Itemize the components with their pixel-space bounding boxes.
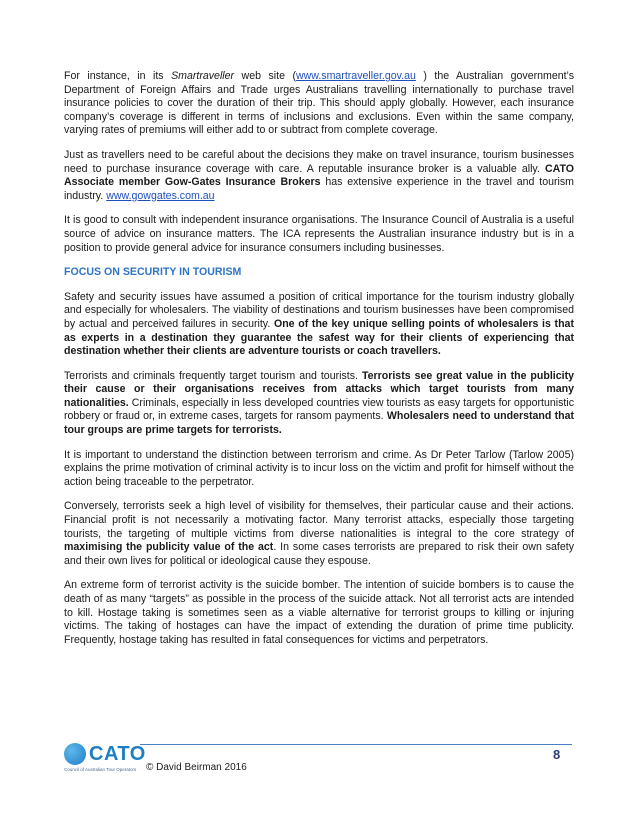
page-body — [64, 70, 574, 658]
bold-text: One of the key unique selling points of wholesalers is that as experts in a destination they guarantee the safest way for their clients of experiencing that destination whether their clients are adventure tourists or coach travellers. — [64, 317, 574, 358]
section-heading: FOCUS ON SECURITY IN TOURISM — [64, 266, 242, 279]
bold-text: Wholesalers need to understand that tour groups are prime targets for terrorists. — [64, 410, 574, 437]
paragraph-insurance-broker — [64, 149, 574, 203]
cato-logo — [64, 742, 146, 776]
paragraph-visibility — [64, 500, 574, 568]
bold-text: Terrorists see great value in the publicity their cause or their organisations receives from attacks which target tourists from many nationalities. — [64, 369, 574, 409]
paragraph-insurance-council: It is good to consult with independent insurance organisations. The Insurance Council of Australia is a useful source of advice on insurance matters. The ICA represents the Australian insurance industry but is in a position to provide general advice for insurance consumers including businesses. — [64, 214, 574, 254]
footer-divider — [140, 744, 572, 745]
text: has extensive experience in the travel and tourism industry. — [64, 176, 574, 202]
page-number: 8 — [553, 747, 561, 762]
paragraph-safety-security — [64, 291, 574, 359]
text: ) the Australian government’s Department of Foreign Affairs and Trade urges Australians travelling internationally to purchase travel insurance policies to cover the duration of their trip. This should apply globally. However, each insurance company’s coverage is different in terms of inclusions and exclusions. Even within the same company, varying rates of premiums will either add to or subtract from complete coverage. — [64, 70, 575, 137]
text: For instance, in its — [64, 70, 172, 82]
text: Conversely, terrorists seek a high level of visibility for themselves, their particular cause and their actions. Financial profit is not necessarily a motivating factor. Many terrorist attacks, especially those targeting tourists, the targeting of multiple victims from diverse nationalities is integral to the core strategy of — [64, 500, 574, 540]
bold-text: maximising the publicity value of the act — [64, 541, 274, 554]
text: Safety and security issues have assumed a position of critical importance for the tourism industry globally and especially for wholesalers. The viability of destinations and tourism businesses have been compromised by actual and perceived failures in security. — [64, 290, 574, 330]
gowgates-link[interactable]: www.gowgates.com.au — [106, 189, 215, 202]
logo-tagline: Council of Australian Tour Operators — [64, 767, 137, 772]
bold-text: CATO Associate member Gow-Gates Insurance Brokers — [64, 162, 574, 189]
text: web site ( — [234, 70, 296, 82]
paragraph-terrorism-vs-crime: It is important to understand the distinction between terrorism and crime. As Dr Peter Tarlow (Tarlow 2005) explains the prime motivation of criminal activity is to incur loss on the victim and profit for himself without the action being traceable to the perpetrator. — [64, 448, 574, 488]
text: Just as travellers need to be careful about the decisions they make on travel insurance, tourism businesses need to purchase insurance coverage with care. A reputable insurance broker is a valuable ally. — [64, 148, 574, 175]
text: . In some cases terrorists are prepared to risk their own safety and their own lives for political or ideological cause they espouse. — [64, 541, 574, 567]
globe-icon — [64, 743, 86, 765]
paragraph-suicide-bomber: An extreme form of terrorist activity is the suicide bomber. The intention of suicide bombers is to cause the death of as many “targets” as possible in the process of the suicide attack. Not all terrorist acts are intended to kill. Hostage taking is sometimes seen as a viable alternative for terrorist groups to killing or injuring victims. The taking of hostages can have the impact of extending the duration of prime time publicity. Frequently, hostage taking has resulted in fatal consequences for victims and perpetrators. — [64, 579, 574, 646]
text: Criminals, especially in less developed countries view tourists as easy targets for opportunistic robbery or fraud or, in extreme cases, targets for ransom payments. — [64, 396, 574, 423]
copyright-notice: © David Beirman 2016 — [146, 762, 247, 773]
smartraveller-link[interactable]: www.smartraveller.gov.au — [295, 70, 416, 82]
text: Terrorists and criminals frequently target tourism and tourists. — [64, 369, 362, 382]
paragraph-travel-insurance — [64, 70, 574, 138]
logo-wordmark: CATO — [89, 743, 146, 765]
paragraph-terrorists-criminals — [64, 370, 574, 438]
italic-site-name: Smartraveller — [171, 70, 235, 82]
